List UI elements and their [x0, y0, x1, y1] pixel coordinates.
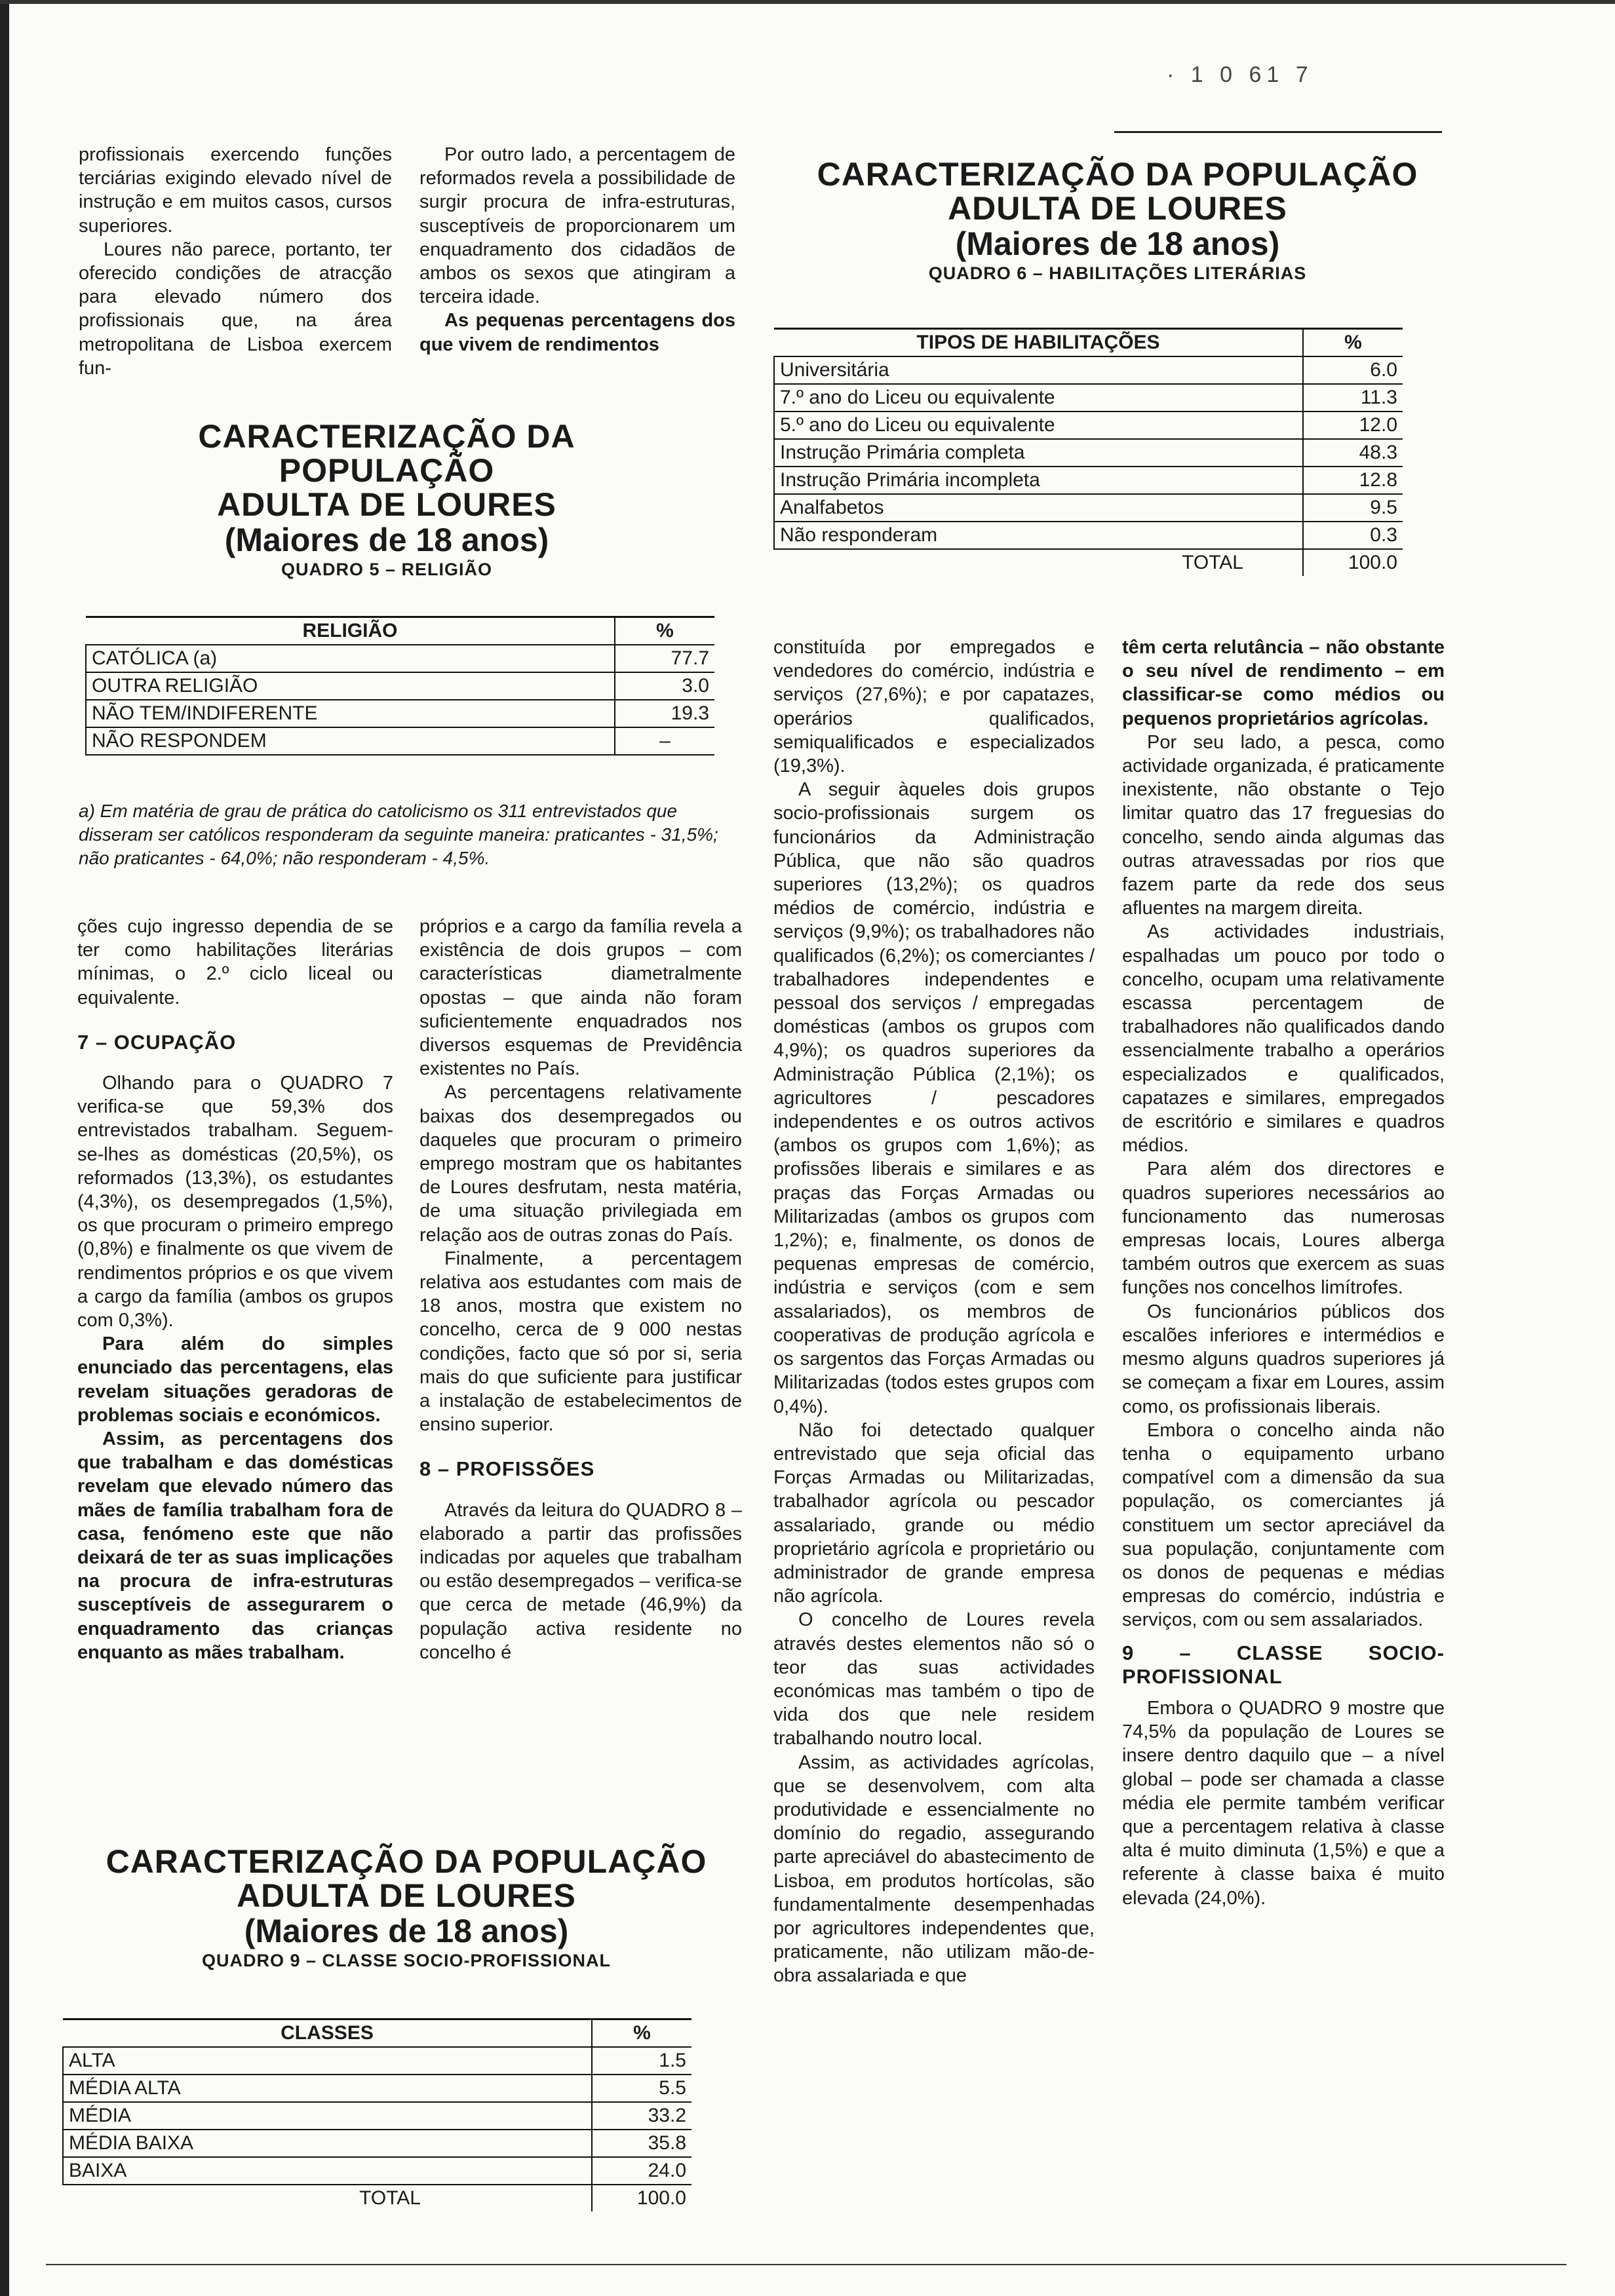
section-heading-8: 8 – PROFISSÕES: [419, 1457, 595, 1481]
table-total-row: [774, 549, 1403, 576]
table-cell: –: [615, 727, 714, 755]
table-row: [774, 356, 1403, 384]
heading-line: QUADRO 5 – RELIGIÃO: [281, 560, 493, 579]
paragraph: Através da leitura do QUADRO 8 – elaborado a partir das profissões indicadas por aqueles que trabalham ou estão desempregados – verifica-se que cerca de metade (46,9%) da população activa residente no concelho é: [419, 1499, 742, 1663]
heading-line: (Maiores de 18 anos): [955, 225, 1280, 262]
table-cell: Não responderam: [774, 522, 1303, 549]
top-rule: [1114, 131, 1442, 133]
table-cell: 5.5: [592, 2075, 691, 2102]
table-row: [86, 700, 714, 727]
table-cell: MÉDIA ALTA: [63, 2075, 592, 2102]
table-row: [63, 2047, 691, 2075]
table-cell: Instrução Primária completa: [774, 439, 1303, 467]
paragraph: próprios e a cargo da família revela a existência de dois grupos – com características diametralmente opostas – que ainda não foram suficientemente enquadrados nos diversos esquemas de Previdência existentes no País.: [419, 916, 742, 1080]
column-header: %: [592, 2019, 691, 2048]
table-cell: MÉDIA BAIXA: [63, 2130, 592, 2157]
paragraph: Para além dos directores e quadros superiores necessários ao funcionamento das numerosas empresas locais, Loures alberga também outros que exercem as suas funções nos concelhos limítrofes.: [1122, 1158, 1445, 1299]
top-mid-column: [419, 143, 735, 356]
table-cell: Analfabetos: [774, 494, 1303, 522]
table-row: [63, 2075, 691, 2102]
heading-line: ADULTA DE LOURES: [217, 486, 556, 523]
table-quadro-6: [773, 328, 1403, 576]
table-row: [86, 727, 714, 755]
table-row: [63, 2130, 691, 2157]
table-cell: 6.0: [1303, 356, 1403, 384]
column-header: %: [1303, 329, 1403, 357]
footnote-quadro-5: a) Em matéria de grau de prática do catolicismo os 311 entrevistados que disseram ser católicos responderam da seguinte maneira: praticantes - 31,5%; não praticantes - 64,0%; não responderam - 4,5%.: [79, 801, 718, 868]
column-header: %: [615, 617, 714, 645]
table-cell: 11.3: [1303, 384, 1403, 411]
paragraph: Por seu lado, a pesca, como actividade organizada, é praticamente inexistente, não obstante o Tejo limitar quatro das 17 freguesias do concelho, sendo ainda algumas das outras atravessadas por rios que fazem parte da rede dos seus afluentes na margem direita.: [1122, 731, 1445, 919]
table-cell: 9.5: [1303, 494, 1403, 522]
scan-edge: [0, 0, 9, 2296]
paragraph: Finalmente, a percentagem relativa aos estudantes com mais de 18 anos, mostra que existem no concelho, cerca de 9 000 nestas condições, facto que só por si, seria mais do que suficiente para justificar a instalação de estabelecimentos de ensino superior.: [419, 1248, 742, 1436]
table-row: [63, 2102, 691, 2130]
table-row: [774, 439, 1403, 467]
table-cell: 1.5: [592, 2047, 691, 2075]
table-row: [774, 522, 1403, 549]
table-cell: OUTRA RELIGIÃO: [86, 672, 615, 700]
table-cell: 0.3: [1303, 522, 1403, 549]
column-header: CLASSES: [63, 2019, 592, 2048]
table-row: [86, 672, 714, 700]
table-cell: ALTA: [63, 2047, 592, 2075]
column-header: TIPOS DE HABILITAÇÕES: [774, 329, 1303, 357]
paragraph: Os funcionários públicos dos escalões inferiores e intermédios e mesmo alguns quadros superiores já se começam a fixar em Loures, assim como, os profissionais liberais.: [1122, 1301, 1445, 1417]
table-cell: NÃO TEM/INDIFERENTE: [86, 700, 615, 727]
table-total-row: [63, 2185, 691, 2211]
top-left-column: [79, 143, 392, 380]
table-cell: 48.3: [1303, 439, 1403, 467]
table-cell: 12.8: [1303, 467, 1403, 494]
table-cell: 33.2: [592, 2102, 691, 2130]
total-label: TOTAL: [359, 2187, 421, 2209]
column-header: RELIGIÃO: [86, 617, 615, 645]
column-1: [77, 915, 393, 1664]
heading-line: QUADRO 6 – HABILITAÇÕES LITERÁRIAS: [928, 263, 1307, 283]
table-row: [774, 384, 1403, 411]
table-cell: Universitária: [774, 356, 1303, 384]
paragraph: As percentagens relativamente baixas dos desempregados ou daqueles que procuram o primeiro emprego mostram que os habitantes de Loures desfrutam, nesta matéria, de uma situação privilegiada em relação aos de outras zonas do País.: [419, 1082, 742, 1246]
paragraph: Para além do simples enunciado das percentagens, elas revelam situações geradoras de problemas sociais e económicos.: [77, 1333, 393, 1426]
page-number: · 1 0 61 7: [1167, 62, 1313, 87]
paragraph: Por outro lado, a percentagem de reformados revela a possibilidade de surgir procura de infra-estruturas, susceptíveis de proporcionarem um enquadramento dos cidadãos de ambos os sexos que atingiram a terceira idade.: [419, 144, 735, 308]
column-2: [419, 915, 742, 1664]
table-quadro-5: [85, 616, 714, 756]
table-cell: Instrução Primária incompleta: [774, 467, 1303, 494]
column-4: [1122, 636, 1445, 1910]
table-cell: 7.º ano do Liceu ou equivalente: [774, 384, 1303, 411]
total-value: 100.0: [592, 2185, 691, 2211]
table-cell: 24.0: [592, 2157, 691, 2185]
paragraph: Olhando para o QUADRO 7 verifica-se que 59,3% dos entrevistados trabalham. Seguem-se-lhes as domésticas (20,5%), os reformados (13,3%), os estudantes (4,3%), os desempregados (1,5%), os que procuram o primeiro emprego (0,8%) e finalmente os que vivem de rendimentos próprios e os que vivem a cargo da família (ambos os grupos com 0,3%).: [77, 1073, 393, 1331]
paragraph: têm certa relutância – não obstante o seu nível de rendimento – em classificar-se como médios ou pequenos proprietários agrícolas.: [1122, 637, 1445, 729]
bottom-rule: [46, 2264, 1566, 2265]
table-cell: BAIXA: [63, 2157, 592, 2185]
paragraph: Assim, as percentagens dos que trabalham e das domésticas revelam que elevado número das mães de família trabalham fora de casa, fenómeno este que não deixará de ter as suas implicações na procura de infra-estruturas susceptíveis de assegurarem o enquadramento das crianças enquanto as mães trabalham.: [77, 1428, 393, 1663]
paragraph: Assim, as actividades agrícolas, que se desenvolvem, com alta produtividade e essencialmente no domínio do regadio, assegurando parte apreciável do abastecimento de Lisboa, em produtos hortícolas, são fundamentalmente desempenhadas por agricultores independentes que, praticamente, não utilizam mão-de-obra assalariada e que: [773, 1751, 1095, 1987]
table-row: [774, 467, 1403, 494]
table-cell: 77.7: [615, 645, 714, 672]
heading-line: ADULTA DE LOURES: [237, 1877, 576, 1914]
column-3: [773, 636, 1095, 1988]
table-cell: MÉDIA: [63, 2102, 592, 2130]
paragraph: As actividades industriais, espalhadas um pouco por todo o concelho, ocupam uma relativamente escassa percentagem de trabalhadores não qualificados dando essencialmente trabalho a operários especializados e qualificados, capatazes e similares, empregados de escritório e similares e quadros médios.: [1122, 921, 1445, 1157]
paragraph: ções cujo ingresso dependia de se ter como habilitações literárias mínimas, o 2.º ciclo liceal ou equivalente.: [77, 916, 393, 1008]
paragraph: Embora o concelho ainda não tenha o equipamento urbano compatível com a dimensão da sua população, os comerciantes já constituem um sector apreciável da sua população, conjuntamente com os donos de pequenas e médias empresas do comércio, indústria e serviços, com ou sem assalariados.: [1122, 1419, 1445, 1631]
heading-line: ADULTA DE LOURES: [948, 190, 1287, 227]
total-value: 100.0: [1303, 549, 1403, 576]
table-cell: NÃO RESPONDEM: [86, 727, 615, 755]
table-row: [774, 411, 1403, 439]
paragraph: As pequenas percentagens dos que vivem de rendimentos: [419, 310, 735, 355]
paragraph: profissionais exercendo funções terciárias exigindo elevado nível de instrução e em muitos casos, cursos superiores.: [79, 144, 392, 237]
table-row: [63, 2157, 691, 2185]
table-cell: CATÓLICA (a): [86, 645, 615, 672]
paragraph: constituída por empregados e vendedores do comércio, indústria e serviços (27,6%); e por capatazes, operários qualificados, semiqualificados e especializados (19,3%).: [773, 637, 1095, 777]
heading-line: CARACTERIZAÇÃO DA POPULAÇÃO: [198, 418, 575, 489]
paragraph: Embora o QUADRO 9 mostre que 74,5% da população de Loures se insere dentro daquilo que – a nível global – pode ser chamada a classe média ele permite também verificar que a percentagem relativa à classe alta é muito diminuta (1,5%) e que a referente à classe baixa é muito elevada (24,0%).: [1122, 1697, 1445, 1909]
table-cell: 19.3: [615, 700, 714, 727]
table-quadro-9: [62, 2018, 691, 2211]
table-cell: 35.8: [592, 2130, 691, 2157]
section-heading-7: 7 – OCUPAÇÃO: [77, 1030, 237, 1054]
paragraph: Loures não parece, portanto, ter oferecido condições de atracção para elevado número dos profissionais que, na área metropolitana de Lisboa exercem fun-: [79, 239, 392, 379]
paragraph: Não foi detectado qualquer entrevistado que seja oficial das Forças Armadas ou Militarizadas, trabalhador agrícola ou pescador assalariado, grande ou médio proprietário agrícola e proprietário ou administrador de grande empresa não agrícola.: [773, 1419, 1095, 1607]
heading-line: (Maiores de 18 anos): [224, 522, 549, 558]
total-label: TOTAL: [1182, 552, 1243, 573]
paragraph: A seguir àqueles dois grupos socio-profissionais surgem os funcionários da Administração Pública, que não são quadros superiores (13,2%); os quadros médios de comércio, indústria e serviços (9,9%); os trabalhadores não qualificados (6,2%); os comerciantes / trabalhadores independentes e pessoal dos serviços / empregadas domésticas (ambos os grupos com 4,9%); os quadros superiores da Administração Pública (2,1%); os agricultores / pescadores independentes e os outros activos (ambos os grupos com 1,6%); as profissões liberais e similares e as praças das Forças Armadas ou Militarizadas (ambos os grupos com 1,2%); e, finalmente, os donos de pequenas empresas de comércio, indústria e serviços (com e sem assalariados), os membros de cooperativas de produção agrícola e os sargentos das Forças Armadas ou Militarizadas (todos estes grupos com 0,4%).: [773, 779, 1095, 1417]
table-row: [86, 645, 714, 672]
paragraph: O concelho de Loures revela através destes elementos não só o teor das suas actividades económicas mas também o tipo de vida dos que nele residem trabalhando noutro local.: [773, 1609, 1095, 1750]
heading-line: (Maiores de 18 anos): [244, 1913, 569, 1949]
table-cell: 12.0: [1303, 411, 1403, 439]
heading-quadro-9: [79, 1845, 734, 1972]
heading-quadro-5: [98, 419, 675, 581]
scan-edge-top: [0, 0, 1615, 4]
table-cell: 3.0: [615, 672, 714, 700]
heading-quadro-6: [773, 157, 1462, 284]
section-heading-9: 9 – CLASSE SOCIO-PROFISSIONAL: [1122, 1641, 1445, 1688]
heading-line: CARACTERIZAÇÃO DA POPULAÇÃO: [106, 1843, 707, 1880]
heading-line: QUADRO 9 – CLASSE SOCIO-PROFISSIONAL: [201, 1951, 612, 1970]
heading-line: CARACTERIZAÇÃO DA POPULAÇÃO: [817, 156, 1418, 193]
table-cell: 5.º ano do Liceu ou equivalente: [774, 411, 1303, 439]
table-row: [774, 494, 1403, 522]
